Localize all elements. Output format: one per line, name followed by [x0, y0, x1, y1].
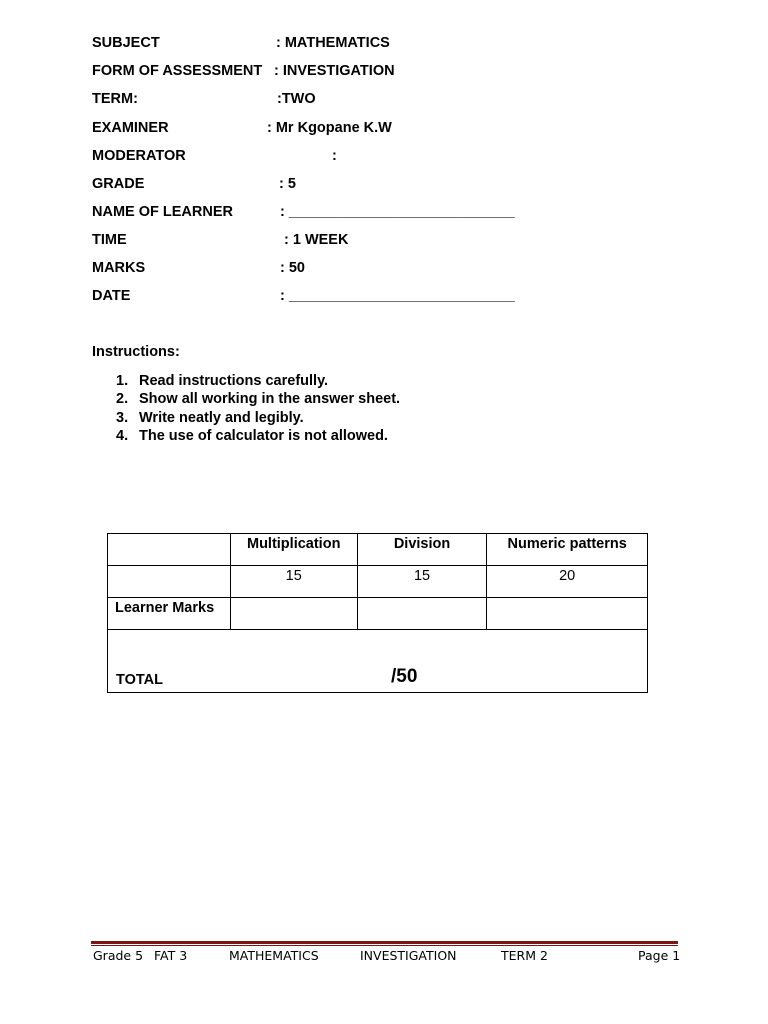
moderator-value: :	[332, 148, 337, 164]
footer-grade: Grade 5	[93, 948, 144, 963]
marks-value: : 50	[280, 260, 305, 276]
form-of-assessment-value: : INVESTIGATION	[274, 63, 395, 79]
moderator-label: MODERATOR	[92, 148, 186, 164]
subject-value: : MATHEMATICS	[276, 35, 390, 51]
instructions-list	[116, 372, 400, 445]
learner-mark-numeric-patterns	[487, 598, 648, 630]
footer-term: TERM 2	[501, 948, 548, 963]
table-row-weights	[108, 566, 648, 598]
weight-cell-multiplication: 15	[230, 566, 357, 598]
instruction-item: 3. Write neatly and legibly.	[116, 409, 304, 426]
footer-assessment: INVESTIGATION	[360, 948, 457, 963]
marks-table	[107, 533, 648, 693]
header-cell-multiplication: Multiplication	[230, 534, 357, 566]
learner-mark-division	[357, 598, 487, 630]
date-blank: : ____________________________	[280, 288, 515, 304]
name-of-learner-blank: : ____________________________	[280, 204, 515, 220]
total-value: /50	[391, 666, 418, 687]
instruction-item: 2. Show all working in the answer sheet.	[116, 391, 401, 408]
weight-cell-numeric-patterns: 20	[487, 566, 648, 598]
footer-subject: MATHEMATICS	[229, 948, 319, 963]
marks-label: MARKS	[92, 260, 146, 276]
form-of-assessment-label: FORM OF ASSESSMENT	[92, 63, 263, 79]
footer-page-number: Page 1	[638, 948, 681, 963]
grade-value: : 5	[279, 176, 296, 192]
learner-marks-label: Learner Marks	[108, 598, 231, 630]
term-label: TERM:	[92, 91, 138, 107]
examiner-value: : Mr Kgopane K.W	[267, 120, 392, 136]
footer-divider-thin	[91, 945, 678, 946]
name-of-learner-label: NAME OF LEARNER	[92, 204, 233, 220]
table-row-total	[108, 630, 648, 693]
time-label: TIME	[92, 232, 127, 248]
footer-divider	[91, 941, 678, 944]
total-label: TOTAL	[116, 672, 163, 688]
table-row-learner-marks	[108, 598, 648, 630]
table-header-row	[108, 534, 648, 566]
weight-cell-division: 15	[357, 566, 487, 598]
subject-label: SUBJECT	[92, 35, 160, 51]
weight-cell-empty	[108, 566, 231, 598]
term-value: :TWO	[277, 91, 316, 107]
examiner-label: EXAMINER	[92, 120, 169, 136]
header-cell-numeric-patterns: Numeric patterns	[487, 534, 648, 566]
learner-mark-multiplication	[230, 598, 357, 630]
header-cell-division: Division	[357, 534, 487, 566]
total-cell	[108, 630, 648, 693]
footer-fat: FAT 3	[154, 948, 188, 963]
grade-label: GRADE	[92, 176, 145, 192]
time-value: : 1 WEEK	[284, 232, 349, 248]
instruction-item: 1. Read instructions carefully.	[116, 373, 329, 389]
date-label: DATE	[92, 288, 131, 304]
instructions-title: Instructions:	[92, 344, 180, 360]
instruction-item: 4. The use of calculator is not allowed.	[116, 427, 388, 444]
header-cell-empty	[108, 534, 231, 566]
